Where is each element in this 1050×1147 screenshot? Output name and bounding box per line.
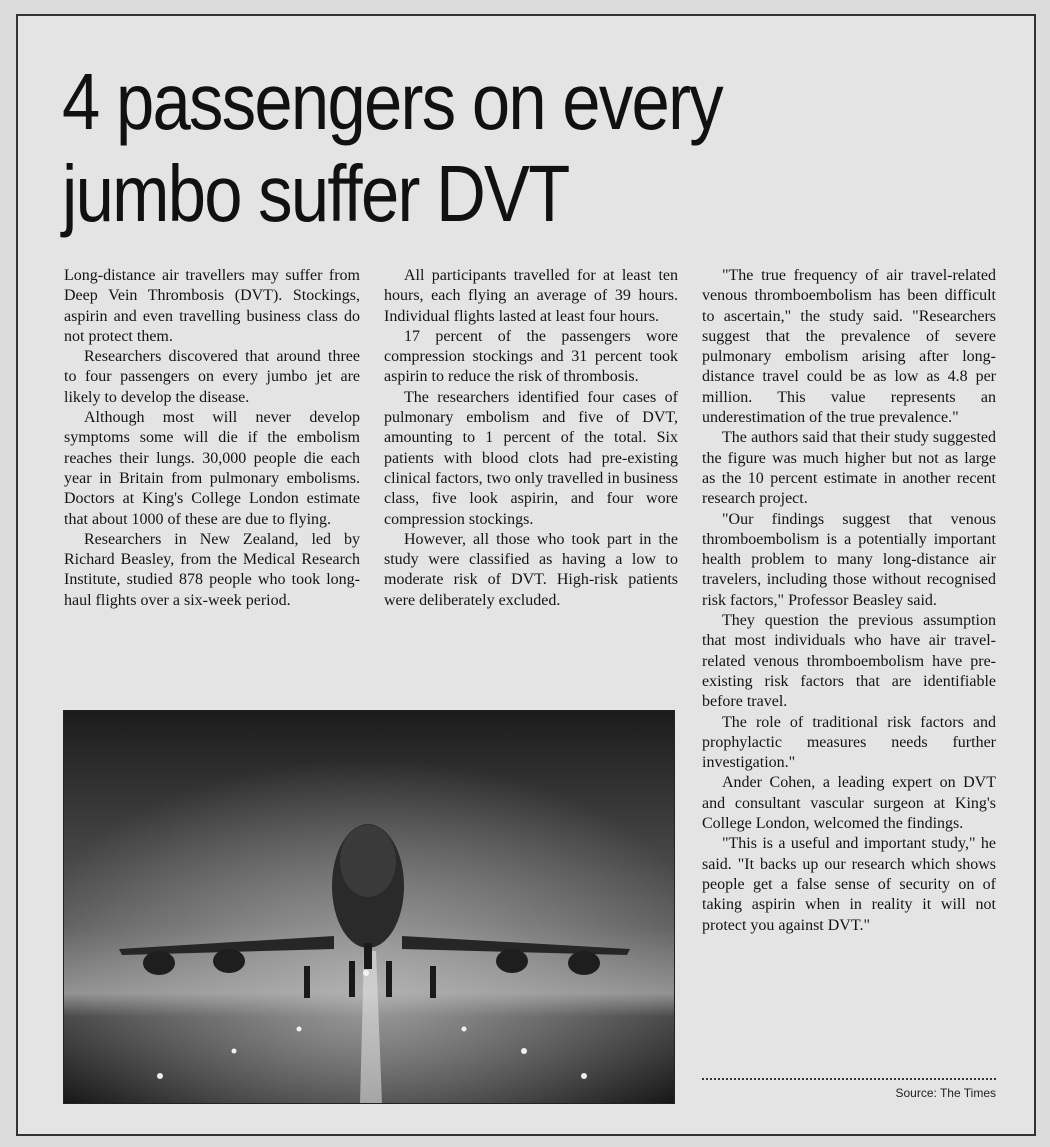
paragraph: The authors said that their study suggested the figure was much higher but not as large as the 10 percent estimate in another recent research project. — [702, 429, 996, 508]
paragraph: 17 percent of the passengers wore compression stockings and 31 percent took aspirin to reduce the risk of thrombosis. — [384, 327, 678, 386]
paragraph: Researchers in New Zealand, led by Richard Beasley, from the Medical Research Institute, studied 878 people who took long-haul flights over a six-week period. — [64, 530, 360, 609]
headline: 4 passengers on every jumbo suffer DVT — [62, 57, 722, 238]
paragraph: "This is a useful and important study," he said. "It backs up our research which shows people get a false sense of security on of taking aspirin when in reality it will not protect you against DVT." — [702, 835, 996, 934]
newspaper-clipping — [16, 14, 1036, 1136]
airplane-photo — [63, 710, 675, 1104]
paragraph: Ander Cohen, a leading expert on DVT and consultant vascular surgeon at King's College London, welcomed the findings. — [702, 774, 996, 833]
paragraph: The researchers identified four cases of pulmonary embolism and five of DVT, amounting to 1 percent of the total. Six patients with blood clots had pre-existing clinical factors, two only travelled in business class, five look aspirin, and four wore compression stockings. — [384, 388, 678, 528]
article-column-2 — [384, 266, 678, 611]
paragraph: Long-distance air travellers may suffer from Deep Vein Thrombosis (DVT). Stockings, aspirin and even travelling business class do not protect them. — [64, 267, 360, 345]
source-divider — [702, 1078, 996, 1080]
paragraph: The role of traditional risk factors and prophylactic measures needs further investigation." — [702, 713, 996, 772]
article-column-3 — [702, 266, 996, 936]
paragraph: "Our findings suggest that venous thromboembolism is a potentially important health problem to many long-distance air travelers, including those without recognised risk factors," Professor Beasley said. — [702, 510, 996, 609]
paragraph: However, all those who took part in the study were classified as having a low to moderate risk of DVT. High-risk patients were deliberately excluded. — [384, 530, 678, 609]
paragraph: "The true frequency of air travel-related venous thromboembolism has been difficult to ascertain," the study said. "Researchers suggest that the prevalence of severe pulmonary embolism arising after long-distance travel could be as low as 4.8 per million. This value represents an underestimation of the true prevalence." — [702, 267, 996, 427]
paragraph: Researchers discovered that around three to four passengers on every jumbo jet are likely to develop the disease. — [64, 348, 360, 406]
paragraph: Although most will never develop symptoms some will die if the embolism reaches their lungs. 30,000 people die each year in Britain from pulmonary embolisms. Doctors at King's College London estimate that about 1000 of these are due to flying. — [64, 409, 360, 528]
article-column-1 — [64, 266, 360, 611]
source-credit: Source: The Times — [895, 1086, 996, 1100]
paragraph: All participants travelled for at least ten hours, each flying an average of 39 hours. Individual flights lasted at least four hours. — [384, 267, 678, 325]
paragraph: They question the previous assumption that most individuals who have air travel-related venous thromboembolism have pre-existing risk factors that are identifiable before travel. — [702, 612, 996, 711]
